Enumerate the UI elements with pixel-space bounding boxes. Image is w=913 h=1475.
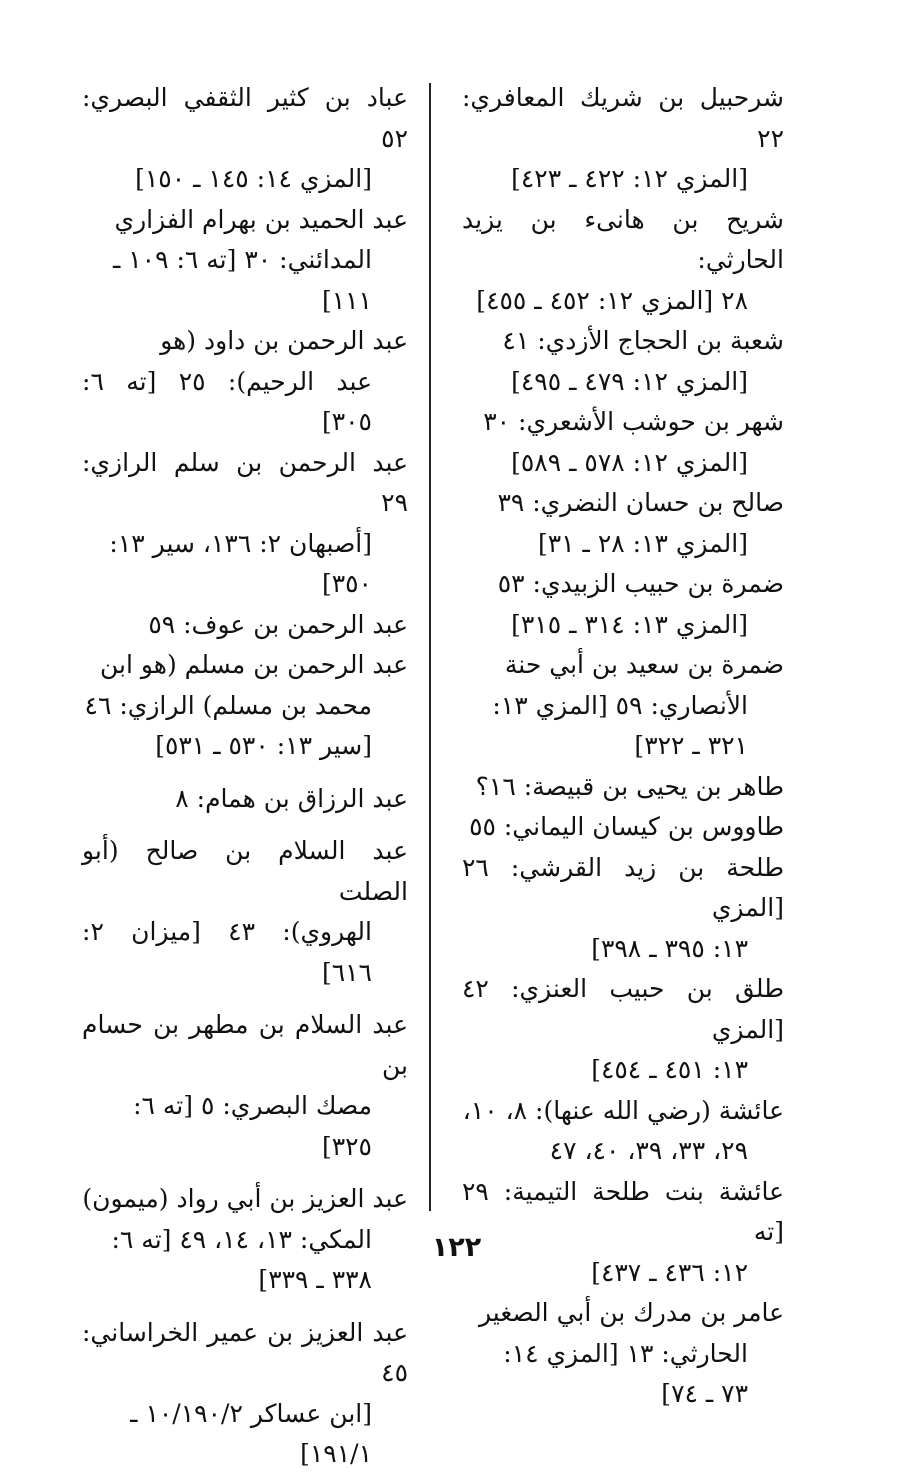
page-number: ١٢٢ [431,1232,482,1263]
index-entry-continuation: ٣٣٨ ـ ٣٣٩] [258,1265,372,1294]
index-entry-continuation: ١٢: ٤٣٦ ـ ٤٣٧] [591,1257,748,1287]
index-entry-continuation: المكي: ١٣، ١٤، ٤٩ [ته ٦: [111,1224,372,1254]
index-entry [82,1005,408,1167]
index-entry-heading: عائشة بنت طلحة التيمية: ٢٩ [ته [462,1176,784,1246]
index-entry-heading: عبد الرزاق بن همام: ٨ [175,783,408,813]
index-entry-continuation: ٣٢٥] [321,1131,372,1161]
index-column-left [82,78,408,1475]
index-entry-heading: طلق بن حبيب العنزي: ٤٢ [المزي [462,974,784,1044]
index-entry-continuation: [المزي ١٤: ١٤٥ ـ ١٥٠] [135,164,372,193]
index-entry [462,402,784,483]
index-entry-heading: عبد الرحمن بن مسلم (هو ابن [100,650,408,679]
index-entry-heading: شهر بن حوشب الأشعري: ٣٠ [483,407,784,436]
index-entry-heading: شعبة بن الحجاج الأزدي: ٤١ [502,326,784,355]
index-entry-continuation: مصك البصري: ٥ [ته ٦: [133,1091,372,1120]
index-entry-continuation: ٧٣ ـ ٧٤] [661,1379,748,1408]
index-entry-continuation: [المزي ١٣: ٢٨ ـ ٣١] [537,528,748,558]
index-entry [462,200,784,322]
index-entry-heading: عائشة (رضي الله عنها): ٨، ١٠، [462,1095,784,1125]
index-entry [462,564,784,645]
column-divider [429,83,431,1211]
index-column-right [462,78,784,1415]
index-entry-heading: ضمرة بن سعيد بن أبي حنة [504,650,784,679]
index-entry [462,969,784,1091]
index-entry [82,831,408,993]
index-entry-heading: شريح بن هانىء بن يزيد الحارثي: [462,204,784,274]
index-entry-continuation: ١١١] [321,285,372,315]
index-entry-continuation: [المزي ١٢: ٤٧٩ ـ ٤٩٥] [511,366,748,396]
index-entry-continuation: ٢٩، ٣٣، ٣٩، ٤٠، ٤٧ [549,1136,748,1165]
index-entry [82,321,408,443]
index-entry-continuation: الأنصاري: ٥٩ [المزي ١٣: [492,690,748,720]
index-entry-continuation: [المزي ١٢: ٥٧٨ ـ ٥٨٩] [511,447,748,477]
index-entry-continuation: [المزي ١٢: ٤٢٢ ـ ٤٢٣] [511,164,748,193]
index-entry-heading: عبد السلام بن صالح (أبو الصلت [82,836,408,906]
index-entry-heading: عبد الرحمن بن عوف: ٥٩ [148,609,408,639]
index-entry-continuation: المدائني: ٣٠ [ته ٦: ١٠٩ ـ [112,245,372,274]
index-entry-heading: عباد بن كثير الثقفي البصري: ٥٢ [82,83,408,153]
index-entry-heading: طاووس بن كيسان اليماني: ٥٥ [469,812,784,841]
index-entry [82,779,408,820]
index-entry-continuation: ١٣: ٤٥١ ـ ٤٥٤] [591,1055,748,1084]
index-entry-continuation: ١٩١/١] [300,1439,372,1468]
index-entry-continuation: [المزي ١٣: ٣١٤ ـ ٣١٥] [511,609,748,639]
index-entry-heading: عبد الحميد بن بهرام الفزاري [114,204,408,234]
index-entry-heading: عبد الرحمن بن سلم الرازي: ٢٩ [82,447,408,517]
index-entry-heading: عبد العزيز بن أبي رواد (ميمون) [82,1184,408,1213]
index-entry-continuation: ٣٥٠] [321,569,372,598]
index-entry [462,78,784,200]
index-entry-continuation: [ابن عساكر ١٠/١٩٠/٢ ـ [130,1398,372,1428]
index-entry [462,767,784,808]
index-entry [462,807,784,848]
index-entry [462,1091,784,1172]
index-entry-heading: ضمرة بن حبيب الزبيدي: ٥٣ [497,569,784,598]
index-entry-continuation: محمد بن مسلم) الرازي: ٤٦ [84,690,372,720]
index-entry [82,78,408,200]
index-entry [462,483,784,564]
index-entry [462,645,784,767]
index-entry-continuation: الهروي): ٤٣ [ميزان ٢: ٦١٦] [82,917,372,987]
index-entry-continuation: [أصبهان ٢: ١٣٦، سير ١٣: [109,528,372,558]
index-entry [82,443,408,605]
index-entry [82,1313,408,1475]
index-entry-heading: طلحة بن زيد القرشي: ٢٦ [المزي [462,852,784,922]
index-entry [82,605,408,646]
index-entry-heading: شرحبيل بن شريك المعافري: ٢٢ [462,83,784,153]
index-entry-continuation: ٢٨ [المزي ١٢: ٤٥٢ ـ ٤٥٥] [476,285,748,315]
index-entry-continuation: الحارثي: ١٣ [المزي ١٤: [503,1338,748,1368]
index-entry-heading: عامر بن مدرك بن أبي الصغير [478,1298,784,1327]
index-entry-continuation: ٣٢١ ـ ٣٢٢] [634,731,748,760]
index-entry-continuation: [سير ١٣: ٥٣٠ ـ ٥٣١] [155,731,372,760]
index-entry [462,848,784,970]
index-entry-continuation: عبد الرحيم): ٢٥ [ته ٦: ٣٠٥] [82,366,372,436]
index-entry [462,1293,784,1415]
index-entry-heading: صالح بن حسان النضري: ٣٩ [497,488,784,517]
index-entry-heading: عبد السلام بن مطهر بن حسام بن [82,1010,408,1080]
index-entry [82,200,408,322]
index-entry-heading: عبد العزيز بن عمير الخراساني: ٤٥ [82,1317,408,1387]
index-entry [82,645,408,767]
index-entry-continuation: ١٣: ٣٩٥ ـ ٣٩٨] [591,933,748,963]
index-entry-heading: طاهر بن يحيى بن قبيصة: ١٦؟ [475,771,784,801]
index-entry [462,321,784,402]
index-entry-heading: عبد الرحمن بن داود (هو [160,326,408,355]
